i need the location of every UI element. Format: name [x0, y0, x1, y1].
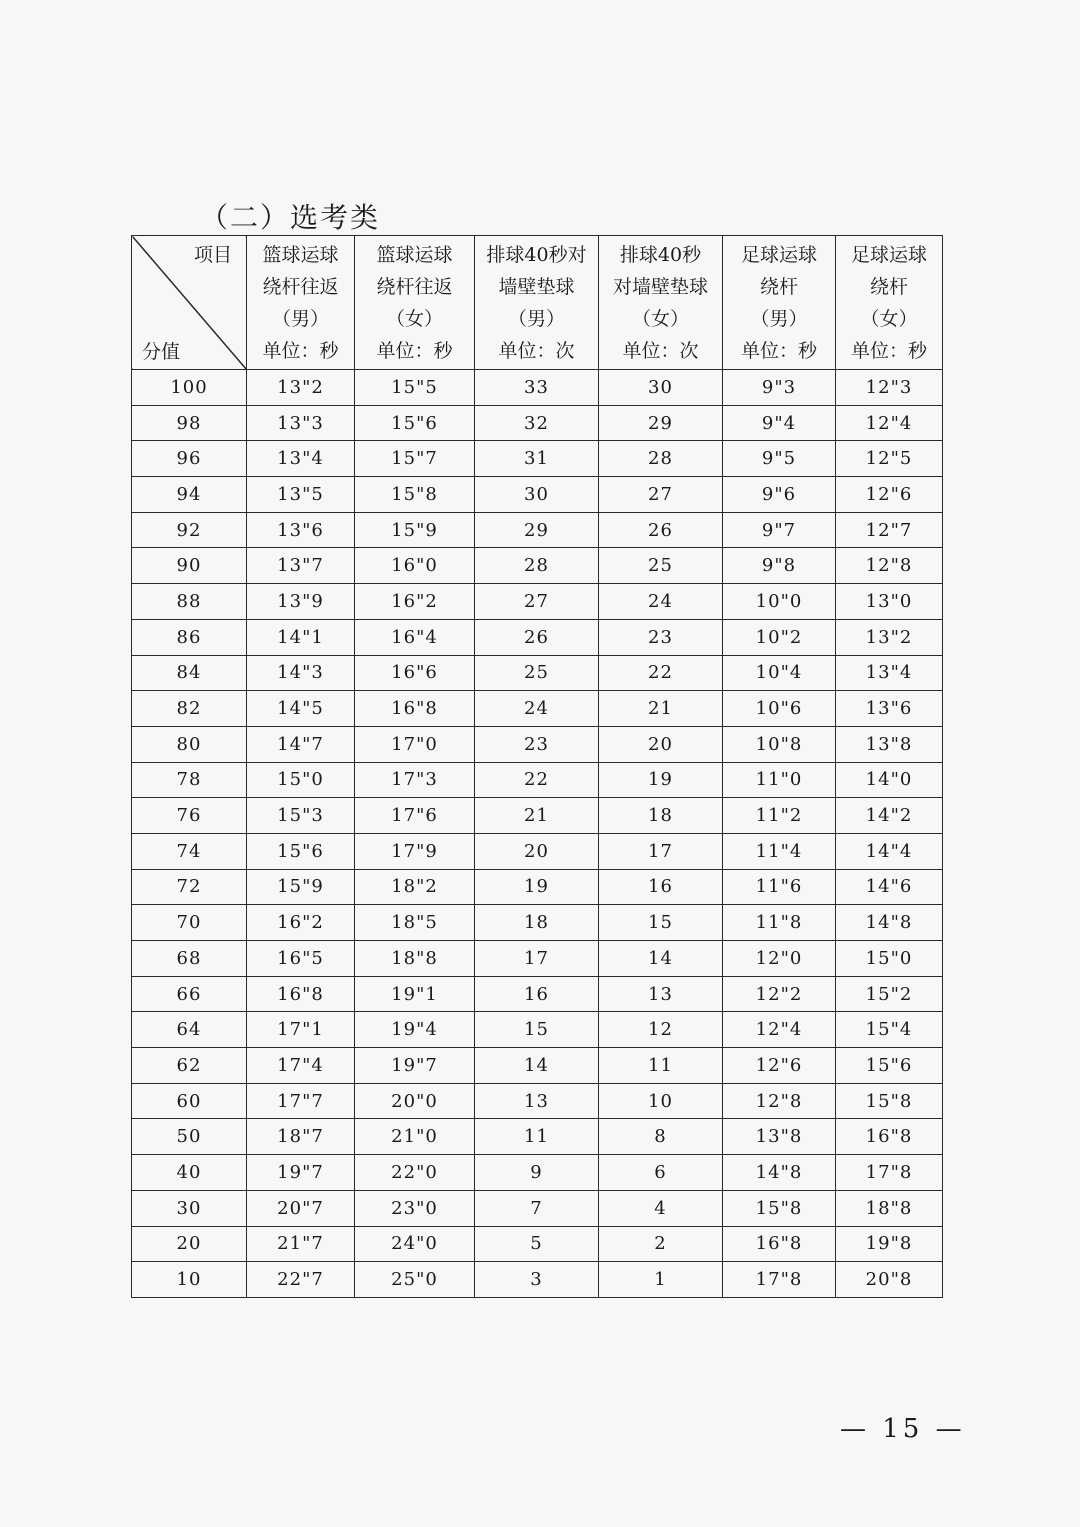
score-cell: 88	[132, 584, 247, 620]
column-header-gender: （男）	[750, 307, 808, 330]
score-cell: 98	[132, 405, 247, 441]
standard-cell: 23"0	[355, 1190, 475, 1226]
standard-cell: 30	[475, 477, 599, 513]
score-cell: 96	[132, 441, 247, 477]
standard-cell: 15"6	[355, 405, 475, 441]
standard-cell: 13"3	[247, 405, 355, 441]
column-header-line: 足球运球	[740, 243, 817, 266]
standard-cell: 15"9	[247, 869, 355, 905]
standard-cell: 21"0	[355, 1119, 475, 1155]
standard-cell: 22	[599, 655, 723, 691]
standard-cell: 15"0	[836, 941, 943, 977]
standard-cell: 12"4	[723, 1012, 836, 1048]
standard-cell: 4	[599, 1190, 723, 1226]
standard-cell: 8	[599, 1119, 723, 1155]
standard-cell: 13	[599, 976, 723, 1012]
score-cell: 40	[132, 1155, 247, 1191]
column-header-line: 对墙壁垫球	[612, 275, 708, 298]
standard-cell: 14"7	[247, 726, 355, 762]
standard-cell: 11"8	[723, 905, 836, 941]
standard-cell: 11"4	[723, 833, 836, 869]
standard-cell: 12"2	[723, 976, 836, 1012]
column-header-unit: 单位：次	[498, 339, 575, 362]
standard-cell: 21	[599, 691, 723, 727]
standard-cell: 26	[475, 619, 599, 655]
table-row	[132, 976, 943, 1012]
table-row	[132, 726, 943, 762]
score-cell: 68	[132, 941, 247, 977]
standard-cell: 19"4	[355, 1012, 475, 1048]
standard-cell: 27	[475, 584, 599, 620]
standard-cell: 9"4	[723, 405, 836, 441]
table-row	[132, 1226, 943, 1262]
table-row	[132, 1012, 943, 1048]
standard-cell: 16"6	[355, 655, 475, 691]
standard-cell: 15"4	[836, 1012, 943, 1048]
standard-cell: 21	[475, 798, 599, 834]
score-cell: 64	[132, 1012, 247, 1048]
standard-cell: 27	[599, 477, 723, 513]
standard-cell: 17"7	[247, 1083, 355, 1119]
standard-cell: 13"2	[247, 370, 355, 406]
standard-cell: 14"0	[836, 762, 943, 798]
column-header-line: 篮球运球	[376, 243, 453, 266]
score-cell: 70	[132, 905, 247, 941]
standard-cell: 16"4	[355, 619, 475, 655]
standard-cell: 9"8	[723, 548, 836, 584]
column-header-line: 足球运球	[850, 243, 927, 266]
standard-cell: 13"4	[247, 441, 355, 477]
score-cell: 92	[132, 512, 247, 548]
standard-cell: 14"1	[247, 619, 355, 655]
table-row	[132, 1155, 943, 1191]
standard-cell: 17"3	[355, 762, 475, 798]
score-cell: 80	[132, 726, 247, 762]
standard-cell: 9"6	[723, 477, 836, 513]
standard-cell: 33	[475, 370, 599, 406]
column-header-line: 绕杆往返	[262, 275, 339, 298]
table-row	[132, 1190, 943, 1226]
standard-cell: 15"7	[355, 441, 475, 477]
standard-cell: 12"4	[836, 405, 943, 441]
standard-cell: 2	[599, 1226, 723, 1262]
standard-cell: 13"6	[836, 691, 943, 727]
standard-cell: 18	[599, 798, 723, 834]
standard-cell: 16"2	[247, 905, 355, 941]
standard-cell: 18	[475, 905, 599, 941]
standard-cell: 14"3	[247, 655, 355, 691]
score-cell: 86	[132, 619, 247, 655]
standard-cell: 25"0	[355, 1262, 475, 1298]
standard-cell: 17	[475, 941, 599, 977]
standard-cell: 16"8	[247, 976, 355, 1012]
section-title: （二）选考类	[200, 201, 381, 234]
table-row	[132, 584, 943, 620]
page-number: — 15 —	[840, 1414, 966, 1444]
standard-cell: 17"9	[355, 833, 475, 869]
standard-cell: 10"2	[723, 619, 836, 655]
standard-cell: 5	[475, 1226, 599, 1262]
column-header	[599, 236, 723, 370]
standard-cell: 16	[599, 869, 723, 905]
standard-cell: 18"2	[355, 869, 475, 905]
standard-cell: 20	[599, 726, 723, 762]
standard-cell: 19	[599, 762, 723, 798]
standard-cell: 11"0	[723, 762, 836, 798]
score-cell: 84	[132, 655, 247, 691]
score-cell: 60	[132, 1083, 247, 1119]
standard-cell: 30	[599, 370, 723, 406]
standard-cell: 13"4	[836, 655, 943, 691]
standard-cell: 18"5	[355, 905, 475, 941]
standard-cell: 10	[599, 1083, 723, 1119]
standard-cell: 16	[475, 976, 599, 1012]
standard-cell: 15"0	[247, 762, 355, 798]
standard-cell: 14"8	[836, 905, 943, 941]
standard-cell: 16"8	[723, 1226, 836, 1262]
standard-cell: 15"8	[723, 1190, 836, 1226]
score-cell: 30	[132, 1190, 247, 1226]
column-header	[475, 236, 599, 370]
standard-cell: 10"0	[723, 584, 836, 620]
standard-cell: 29	[475, 512, 599, 548]
table-row	[132, 762, 943, 798]
standard-cell: 16"2	[355, 584, 475, 620]
standard-cell: 14"5	[247, 691, 355, 727]
score-cell: 74	[132, 833, 247, 869]
table-row	[132, 1119, 943, 1155]
standard-cell: 25	[599, 548, 723, 584]
standard-cell: 15	[475, 1012, 599, 1048]
column-header-line: 排球40秒	[619, 243, 702, 266]
standard-cell: 13"2	[836, 619, 943, 655]
column-header-gender: （男）	[507, 307, 565, 330]
table-row	[132, 512, 943, 548]
standard-cell: 15	[599, 905, 723, 941]
standard-cell: 15"8	[836, 1083, 943, 1119]
corner-header-cell	[132, 236, 247, 370]
standard-cell: 13"9	[247, 584, 355, 620]
standard-cell: 13"5	[247, 477, 355, 513]
column-header-gender: （男）	[271, 307, 329, 330]
column-header	[836, 236, 943, 370]
table-row	[132, 441, 943, 477]
column-header-line: 绕杆	[759, 275, 798, 298]
standard-cell: 13"6	[247, 512, 355, 548]
standard-cell: 24"0	[355, 1226, 475, 1262]
column-header-unit: 单位：秒	[376, 339, 453, 362]
column-header-line: 墙壁垫球	[498, 275, 575, 298]
column-header-unit: 单位：秒	[262, 339, 339, 362]
score-cell: 62	[132, 1048, 247, 1084]
standard-cell: 13"8	[836, 726, 943, 762]
table-row	[132, 370, 943, 406]
table-row	[132, 655, 943, 691]
column-header	[355, 236, 475, 370]
standard-cell: 10"6	[723, 691, 836, 727]
standard-cell: 3	[475, 1262, 599, 1298]
column-header-gender: （女）	[385, 307, 443, 330]
column-header	[723, 236, 836, 370]
score-cell: 78	[132, 762, 247, 798]
standard-cell: 19"8	[836, 1226, 943, 1262]
standard-cell: 12"5	[836, 441, 943, 477]
standard-cell: 18"7	[247, 1119, 355, 1155]
table-header-row	[132, 236, 943, 370]
column-header	[247, 236, 355, 370]
standard-cell: 12"6	[723, 1048, 836, 1084]
standard-cell: 23	[599, 619, 723, 655]
standard-cell: 16"8	[355, 691, 475, 727]
standard-cell: 23	[475, 726, 599, 762]
table-row	[132, 905, 943, 941]
standard-cell: 22	[475, 762, 599, 798]
standard-cell: 16"5	[247, 941, 355, 977]
score-cell: 20	[132, 1226, 247, 1262]
standard-cell: 29	[599, 405, 723, 441]
table-row	[132, 941, 943, 977]
column-header-line: 绕杆往返	[376, 275, 453, 298]
column-header-line: 篮球运球	[262, 243, 339, 266]
standard-cell: 31	[475, 441, 599, 477]
standard-cell: 7	[475, 1190, 599, 1226]
table-row	[132, 1048, 943, 1084]
table-row	[132, 1262, 943, 1298]
standard-cell: 17"1	[247, 1012, 355, 1048]
column-header-unit: 单位：秒	[850, 339, 927, 362]
standard-cell: 13"7	[247, 548, 355, 584]
standard-cell: 20	[475, 833, 599, 869]
table-row	[132, 477, 943, 513]
standard-cell: 1	[599, 1262, 723, 1298]
standard-cell: 10"4	[723, 655, 836, 691]
standard-cell: 13"0	[836, 584, 943, 620]
standard-cell: 6	[599, 1155, 723, 1191]
table-row	[132, 1083, 943, 1119]
standard-cell: 12"8	[836, 548, 943, 584]
standard-cell: 15"6	[247, 833, 355, 869]
standard-cell: 14"4	[836, 833, 943, 869]
standard-cell: 15"5	[355, 370, 475, 406]
column-header-line: 绕杆	[869, 275, 908, 298]
standard-cell: 24	[475, 691, 599, 727]
score-cell: 94	[132, 477, 247, 513]
column-header-gender: （女）	[631, 307, 689, 330]
standard-cell: 9"5	[723, 441, 836, 477]
standard-cell: 10"8	[723, 726, 836, 762]
score-cell: 72	[132, 869, 247, 905]
standard-cell: 25	[475, 655, 599, 691]
standard-cell: 16"0	[355, 548, 475, 584]
standard-cell: 17"0	[355, 726, 475, 762]
standard-cell: 21"7	[247, 1226, 355, 1262]
standard-cell: 20"7	[247, 1190, 355, 1226]
standard-cell: 20"8	[836, 1262, 943, 1298]
column-header-unit: 单位：秒	[740, 339, 817, 362]
standard-cell: 15"3	[247, 798, 355, 834]
table-row	[132, 691, 943, 727]
corner-label-item: 项目	[193, 244, 232, 266]
standard-cell: 12"7	[836, 512, 943, 548]
standard-cell: 17"8	[723, 1262, 836, 1298]
standard-cell: 17"8	[836, 1155, 943, 1191]
standard-cell: 14"2	[836, 798, 943, 834]
score-cell: 66	[132, 976, 247, 1012]
corner-label-score: 分值	[142, 341, 181, 363]
table-row	[132, 548, 943, 584]
standard-cell: 14	[599, 941, 723, 977]
standard-cell: 32	[475, 405, 599, 441]
score-cell: 10	[132, 1262, 247, 1298]
standard-cell: 15"2	[836, 976, 943, 1012]
standard-cell: 16"8	[836, 1119, 943, 1155]
standard-cell: 12	[599, 1012, 723, 1048]
standard-cell: 18"8	[355, 941, 475, 977]
standard-cell: 12"8	[723, 1083, 836, 1119]
score-cell: 90	[132, 548, 247, 584]
standard-cell: 17"4	[247, 1048, 355, 1084]
score-cell: 82	[132, 691, 247, 727]
table-body	[132, 370, 943, 1298]
standard-cell: 19"7	[247, 1155, 355, 1191]
standard-cell: 28	[475, 548, 599, 584]
standard-cell: 12"0	[723, 941, 836, 977]
standard-cell: 14	[475, 1048, 599, 1084]
standard-cell: 14"6	[836, 869, 943, 905]
score-cell: 50	[132, 1119, 247, 1155]
standard-cell: 13"8	[723, 1119, 836, 1155]
standard-cell: 12"6	[836, 477, 943, 513]
table-row	[132, 833, 943, 869]
standard-cell: 26	[599, 512, 723, 548]
score-cell: 76	[132, 798, 247, 834]
standard-cell: 9	[475, 1155, 599, 1191]
column-header-line: 排球40秒对	[486, 243, 587, 266]
standard-cell: 14"8	[723, 1155, 836, 1191]
standard-cell: 9"3	[723, 370, 836, 406]
score-table	[131, 235, 943, 1298]
standard-cell: 19"7	[355, 1048, 475, 1084]
table-row	[132, 869, 943, 905]
standard-cell: 24	[599, 584, 723, 620]
standard-cell: 11	[475, 1119, 599, 1155]
standard-cell: 11"2	[723, 798, 836, 834]
standard-cell: 20"0	[355, 1083, 475, 1119]
table-row	[132, 619, 943, 655]
standard-cell: 12"3	[836, 370, 943, 406]
standard-cell: 19	[475, 869, 599, 905]
standard-cell: 18"8	[836, 1190, 943, 1226]
standard-cell: 22"0	[355, 1155, 475, 1191]
table-row	[132, 405, 943, 441]
table-row	[132, 798, 943, 834]
column-header-unit: 单位：次	[622, 339, 699, 362]
standard-cell: 15"8	[355, 477, 475, 513]
standard-cell: 28	[599, 441, 723, 477]
standard-cell: 9"7	[723, 512, 836, 548]
standard-cell: 11	[599, 1048, 723, 1084]
standard-cell: 15"6	[836, 1048, 943, 1084]
column-header-gender: （女）	[860, 307, 918, 330]
standard-cell: 13	[475, 1083, 599, 1119]
score-cell: 100	[132, 370, 247, 406]
standard-cell: 22"7	[247, 1262, 355, 1298]
standard-cell: 17"6	[355, 798, 475, 834]
standard-cell: 11"6	[723, 869, 836, 905]
standard-cell: 15"9	[355, 512, 475, 548]
standard-cell: 17	[599, 833, 723, 869]
standard-cell: 19"1	[355, 976, 475, 1012]
